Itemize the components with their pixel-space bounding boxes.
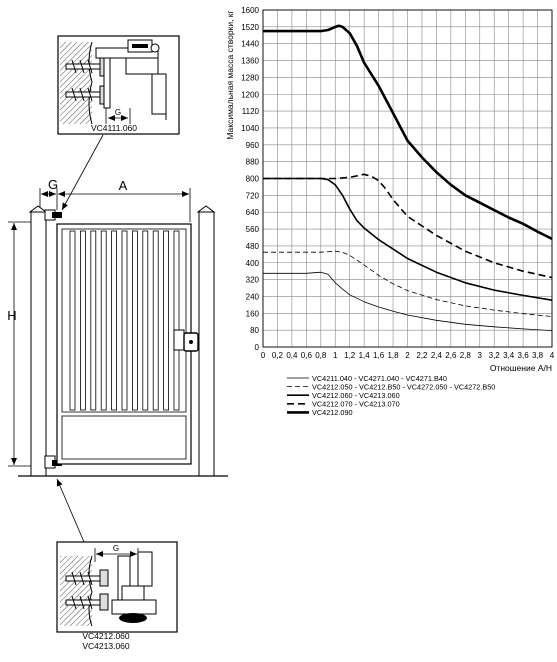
chart-y-axis-label: Максимальная масса створки, кг xyxy=(225,10,235,140)
gate-bar xyxy=(132,231,137,410)
x-tick-label: 4 xyxy=(549,351,555,360)
bottom-leader-arrow xyxy=(57,479,84,542)
top-leader-arrow xyxy=(62,135,103,210)
gate-bar xyxy=(101,231,106,410)
bottom-detail xyxy=(57,542,177,651)
y-tick-label: 160 xyxy=(245,309,259,319)
y-tick-label: 480 xyxy=(245,241,259,251)
top-detail-g-label: G xyxy=(114,108,122,117)
right-post-cap xyxy=(198,206,214,212)
gate-lower-panel xyxy=(62,416,186,459)
load-chart xyxy=(225,6,555,417)
x-tick-label: 0,8 xyxy=(315,351,327,360)
left-post-cap xyxy=(30,206,46,212)
left-post xyxy=(31,212,46,476)
y-tick-label: 1120 xyxy=(241,107,259,117)
y-tick-label: 320 xyxy=(245,275,259,285)
y-tick-label: 800 xyxy=(245,174,259,184)
y-tick-label: 400 xyxy=(245,258,259,268)
label-h: H xyxy=(7,308,17,323)
x-tick-label: 0 xyxy=(260,351,266,360)
bottom-detail-caption-1: VC4212.060 xyxy=(82,631,130,641)
gate-bar xyxy=(174,231,179,410)
legend-entry: VC4212.060 - VC4213.060 xyxy=(312,391,400,400)
y-tick-label: 0 xyxy=(254,343,259,352)
right-post xyxy=(199,212,214,476)
bottom-detail-wall xyxy=(60,556,92,626)
top-detail-caption: VC4111.060 xyxy=(91,123,137,133)
y-tick-label: 1600 xyxy=(241,6,259,15)
x-tick-label: 0,6 xyxy=(300,351,312,360)
y-tick-label: 720 xyxy=(245,191,259,201)
x-tick-label: 3,8 xyxy=(531,351,544,360)
x-tick-label: 2,6 xyxy=(445,351,457,360)
gate-bar xyxy=(143,231,148,410)
x-tick-label: 2,8 xyxy=(459,351,471,360)
gate-drawing xyxy=(7,177,228,476)
legend-entry: VC4212.090 xyxy=(312,408,353,418)
x-tick-label: 3,4 xyxy=(503,351,515,360)
x-tick-label: 2,4 xyxy=(430,351,442,360)
label-g: G xyxy=(47,177,59,192)
y-tick-label: 1440 xyxy=(241,39,259,49)
x-tick-label: 1,6 xyxy=(373,351,385,360)
x-tick-label: 1,2 xyxy=(344,351,356,360)
gate-bar xyxy=(122,231,127,410)
x-tick-label: 1,8 xyxy=(387,351,399,360)
y-tick-label: 640 xyxy=(245,208,259,218)
label-a: A xyxy=(118,178,128,193)
y-tick-label: 1280 xyxy=(241,73,259,83)
legend-entry: VC4211.040 - VC4271.040 - VC4271.B40 xyxy=(312,373,447,383)
gate-bar xyxy=(164,231,169,410)
top-detail-wall xyxy=(60,42,92,124)
legend-entry: VC4212.070 - VC4213.070 xyxy=(312,399,400,409)
gate-bar xyxy=(153,231,158,410)
x-tick-label: 0,2 xyxy=(271,351,284,360)
chart-legend xyxy=(287,374,495,417)
gate-bar xyxy=(91,231,96,410)
x-tick-label: 1 xyxy=(333,351,338,360)
gate-lock-box xyxy=(174,330,184,350)
gate-bar xyxy=(80,231,85,410)
x-tick-label: 3,6 xyxy=(517,351,529,360)
gate-bar xyxy=(70,231,75,410)
x-tick-label: 1,4 xyxy=(358,351,370,360)
y-tick-label: 1200 xyxy=(241,90,259,100)
chart-x-axis-label: Отношение А/Н xyxy=(489,363,552,373)
x-tick-label: 0,4 xyxy=(286,351,298,360)
x-tick-label: 3,2 xyxy=(488,351,500,360)
y-tick-label: 1520 xyxy=(241,22,259,32)
gate-bar xyxy=(112,231,117,410)
bottom-detail-g-label: G xyxy=(112,544,120,553)
top-detail xyxy=(58,36,179,134)
y-tick-label: 80 xyxy=(250,326,259,336)
bottom-detail-caption-2: VC4213.060 xyxy=(82,641,130,651)
chart-y-ticks xyxy=(241,6,259,352)
y-tick-label: 960 xyxy=(245,140,259,150)
y-tick-label: 880 xyxy=(245,157,259,167)
y-tick-label: 560 xyxy=(245,225,259,235)
x-tick-label: 3 xyxy=(477,351,482,360)
legend-entry: VC4212.050 - VC4212.B50 - VC4272.050 - VC4272.B50 xyxy=(312,382,496,392)
x-tick-label: 2 xyxy=(405,351,410,360)
y-tick-label: 240 xyxy=(245,292,259,302)
y-tick-label: 1040 xyxy=(241,123,259,133)
x-tick-label: 2,2 xyxy=(416,351,428,360)
y-tick-label: 1360 xyxy=(241,56,259,66)
chart-x-ticks xyxy=(261,351,555,360)
